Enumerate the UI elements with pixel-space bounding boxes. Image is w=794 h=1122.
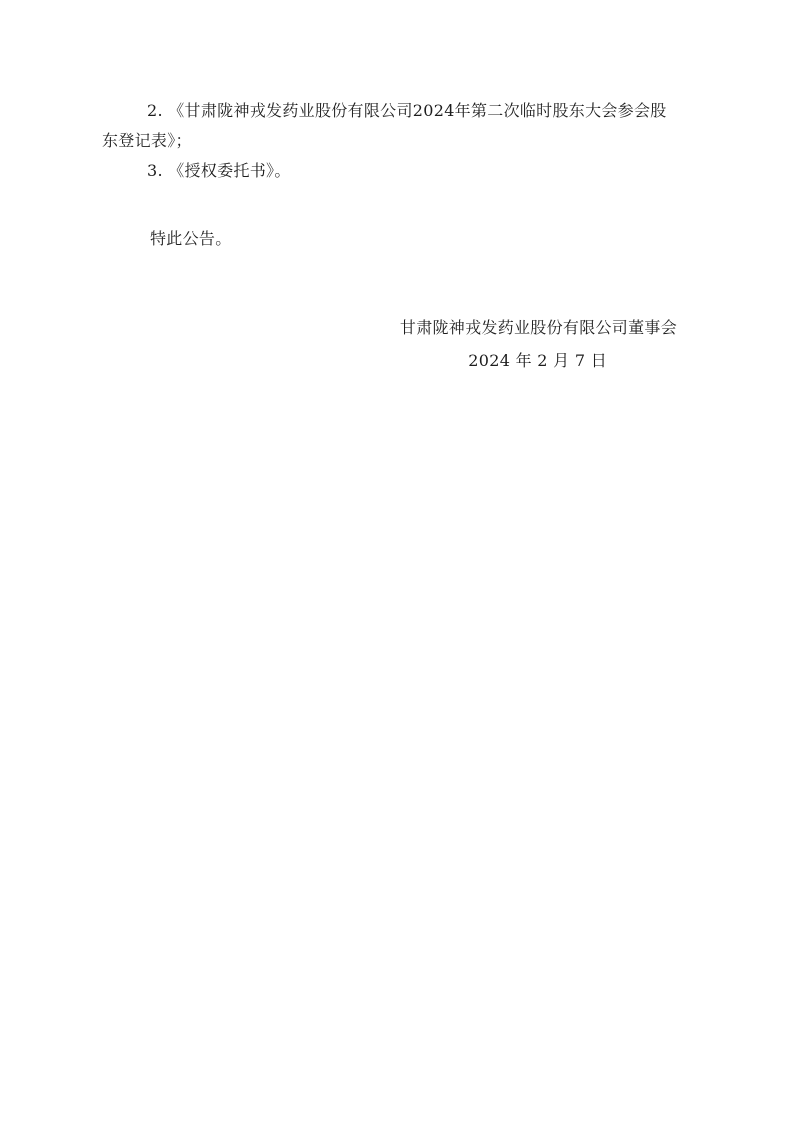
- signature-date: 2024 年 2 月 7 日: [468, 351, 607, 370]
- attachment-item-3: 3. 《授权委托书》。: [147, 161, 291, 180]
- attachment-item-2-line-1: 2. 《甘肃陇神戎发药业股份有限公司2024年第二次临时股东大会参会股: [147, 101, 667, 120]
- attachment-item-2-line-2: 东登记表》；: [102, 131, 192, 150]
- closing-note: 特此公告。: [150, 229, 232, 248]
- signature-company: 甘肃陇神戎发药业股份有限公司董事会: [399, 318, 677, 337]
- document-content: [102, 96, 692, 376]
